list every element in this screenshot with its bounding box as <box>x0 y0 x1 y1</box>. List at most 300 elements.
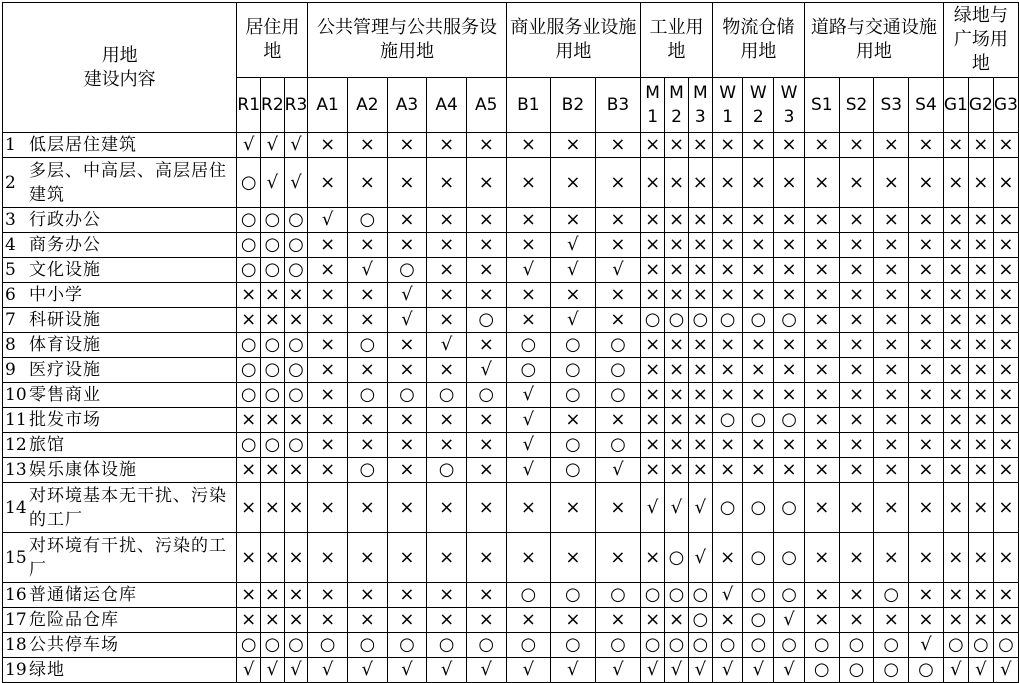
compatibility-mark: × <box>261 483 285 533</box>
row-content-name: 批发市场 <box>29 410 101 430</box>
compatibility-mark: √ <box>284 658 308 683</box>
land-code-header: B1 <box>506 78 551 133</box>
compatibility-mark: × <box>968 483 993 533</box>
compatibility-mark: × <box>839 608 874 633</box>
compatibility-mark: × <box>839 308 874 333</box>
compatibility-mark: × <box>427 208 467 233</box>
compatibility-mark: × <box>466 533 506 583</box>
compatibility-mark: × <box>909 308 944 333</box>
compatibility-mark: √ <box>466 358 506 383</box>
row-label-cell <box>3 233 237 258</box>
compatibility-mark: × <box>308 408 348 433</box>
compatibility-mark: × <box>968 358 993 383</box>
compatibility-mark: ○ <box>237 233 261 258</box>
compatibility-mark: ○ <box>595 358 641 383</box>
compatibility-mark: × <box>641 208 665 233</box>
compatibility-mark: √ <box>427 658 467 683</box>
compatibility-mark: √ <box>551 658 596 683</box>
compatibility-mark: × <box>237 408 261 433</box>
compatibility-mark: × <box>261 533 285 583</box>
compatibility-mark: ○ <box>595 633 641 658</box>
land-code-header: G3 <box>993 78 1018 133</box>
compatibility-mark: × <box>943 133 968 158</box>
compatibility-mark: × <box>839 533 874 583</box>
compatibility-mark: × <box>839 233 874 258</box>
compatibility-mark: × <box>712 433 743 458</box>
compatibility-mark: × <box>839 458 874 483</box>
row-label-cell <box>3 483 237 533</box>
row-content-name: 公共停车场 <box>29 635 119 655</box>
land-code-header: A1 <box>308 78 348 133</box>
compatibility-mark: ○ <box>839 633 874 658</box>
compatibility-mark: × <box>712 333 743 358</box>
compatibility-mark: × <box>387 458 427 483</box>
compatibility-mark: ○ <box>774 583 805 608</box>
compatibility-mark: × <box>506 133 551 158</box>
compatibility-mark: ○ <box>665 583 689 608</box>
compatibility-mark: × <box>968 208 993 233</box>
compatibility-mark: × <box>968 458 993 483</box>
compatibility-mark: × <box>595 158 641 208</box>
compatibility-mark: ○ <box>968 633 993 658</box>
compatibility-mark: × <box>993 233 1018 258</box>
compatibility-mark: × <box>874 358 909 383</box>
table-row <box>3 533 1019 583</box>
compatibility-mark: √ <box>466 658 506 683</box>
compatibility-mark: √ <box>506 383 551 408</box>
row-number: 17 <box>5 610 27 630</box>
table-row <box>3 233 1019 258</box>
compatibility-mark: √ <box>968 658 993 683</box>
compatibility-mark: √ <box>506 658 551 683</box>
compatibility-mark: ○ <box>506 358 551 383</box>
compatibility-mark: √ <box>237 658 261 683</box>
compatibility-mark: × <box>804 533 839 583</box>
compatibility-mark: × <box>688 133 712 158</box>
compatibility-mark: √ <box>665 658 689 683</box>
compatibility-mark: × <box>641 133 665 158</box>
land-use-compatibility-table <box>2 2 1019 683</box>
group-header: 公共管理与公共服务设施用地 <box>308 3 506 78</box>
compatibility-mark: × <box>909 158 944 208</box>
compatibility-mark: √ <box>261 133 285 158</box>
compatibility-mark: × <box>427 358 467 383</box>
compatibility-mark: × <box>284 533 308 583</box>
compatibility-mark: × <box>466 333 506 358</box>
row-number: 1 <box>5 135 16 155</box>
compatibility-mark: ○ <box>743 633 774 658</box>
compatibility-mark: √ <box>387 308 427 333</box>
row-label-cell <box>3 533 237 583</box>
compatibility-mark: ○ <box>347 333 387 358</box>
compatibility-mark: × <box>387 233 427 258</box>
compatibility-mark: √ <box>688 483 712 533</box>
compatibility-mark: × <box>261 408 285 433</box>
land-code-header: S2 <box>839 78 874 133</box>
row-content-name: 行政办公 <box>29 210 101 230</box>
compatibility-mark: ○ <box>943 633 968 658</box>
compatibility-mark: √ <box>308 658 348 683</box>
compatibility-mark: √ <box>387 658 427 683</box>
compatibility-mark: × <box>427 233 467 258</box>
compatibility-mark: × <box>261 608 285 633</box>
compatibility-mark: × <box>466 408 506 433</box>
row-label-cell <box>3 133 237 158</box>
land-code-header: R3 <box>284 78 308 133</box>
compatibility-mark: × <box>506 608 551 633</box>
compatibility-mark: × <box>943 458 968 483</box>
compatibility-mark: × <box>774 383 805 408</box>
compatibility-mark: ○ <box>261 383 285 408</box>
compatibility-mark: × <box>237 308 261 333</box>
compatibility-mark: ○ <box>466 383 506 408</box>
compatibility-mark: ○ <box>284 358 308 383</box>
row-number: 18 <box>5 635 27 655</box>
compatibility-mark: × <box>237 533 261 583</box>
compatibility-mark: × <box>909 433 944 458</box>
compatibility-mark: × <box>993 258 1018 283</box>
table-row <box>3 358 1019 383</box>
compatibility-mark: × <box>688 433 712 458</box>
compatibility-mark: × <box>943 258 968 283</box>
compatibility-mark: √ <box>427 333 467 358</box>
compatibility-mark: √ <box>665 483 689 533</box>
compatibility-mark: × <box>427 533 467 583</box>
table-row <box>3 433 1019 458</box>
table-row <box>3 333 1019 358</box>
compatibility-mark: √ <box>595 658 641 683</box>
compatibility-mark: ○ <box>427 458 467 483</box>
compatibility-mark: × <box>387 158 427 208</box>
land-code-header: G1 <box>943 78 968 133</box>
land-code-header: S4 <box>909 78 944 133</box>
row-content-name: 商务办公 <box>29 235 101 255</box>
compatibility-mark: × <box>712 533 743 583</box>
compatibility-mark: × <box>284 583 308 608</box>
compatibility-mark: × <box>506 233 551 258</box>
table-row <box>3 133 1019 158</box>
compatibility-mark: × <box>308 308 348 333</box>
compatibility-mark: × <box>909 458 944 483</box>
compatibility-mark: × <box>308 158 348 208</box>
compatibility-mark: × <box>968 258 993 283</box>
compatibility-mark: × <box>688 458 712 483</box>
compatibility-mark: × <box>804 208 839 233</box>
compatibility-mark: × <box>595 133 641 158</box>
compatibility-mark: × <box>665 233 689 258</box>
compatibility-mark: × <box>874 258 909 283</box>
compatibility-mark: × <box>284 458 308 483</box>
land-code-header: B3 <box>595 78 641 133</box>
compatibility-mark: × <box>595 608 641 633</box>
compatibility-mark: × <box>308 358 348 383</box>
compatibility-mark: × <box>943 483 968 533</box>
compatibility-mark: × <box>968 233 993 258</box>
compatibility-mark: ○ <box>284 433 308 458</box>
compatibility-mark: × <box>874 308 909 333</box>
compatibility-mark: × <box>308 483 348 533</box>
compatibility-mark: ○ <box>284 333 308 358</box>
compatibility-mark: × <box>688 358 712 383</box>
compatibility-mark: × <box>551 133 596 158</box>
compatibility-mark: ○ <box>551 383 596 408</box>
compatibility-mark: × <box>712 258 743 283</box>
compatibility-mark: × <box>712 133 743 158</box>
compatibility-mark: ○ <box>665 308 689 333</box>
row-content-name: 文化设施 <box>29 260 101 280</box>
compatibility-mark: × <box>347 308 387 333</box>
compatibility-mark: × <box>804 408 839 433</box>
compatibility-mark: ○ <box>284 208 308 233</box>
land-code-header: W 1 <box>712 78 743 133</box>
compatibility-mark: × <box>641 383 665 408</box>
land-code-header: W 2 <box>743 78 774 133</box>
compatibility-mark: × <box>909 608 944 633</box>
table-row <box>3 158 1019 208</box>
compatibility-mark: × <box>308 583 348 608</box>
compatibility-mark: ○ <box>347 208 387 233</box>
compatibility-mark: × <box>641 408 665 433</box>
compatibility-mark: × <box>743 383 774 408</box>
row-content-name: 科研设施 <box>29 310 101 330</box>
compatibility-mark: × <box>641 283 665 308</box>
row-number: 13 <box>5 460 27 480</box>
compatibility-mark: × <box>595 308 641 333</box>
compatibility-mark: × <box>943 583 968 608</box>
row-content-name: 多层、中高层、高层居住建筑 <box>29 160 227 205</box>
compatibility-mark: ○ <box>641 308 665 333</box>
compatibility-mark: × <box>506 308 551 333</box>
compatibility-mark: × <box>712 233 743 258</box>
compatibility-mark: × <box>909 583 944 608</box>
compatibility-mark: × <box>909 133 944 158</box>
compatibility-mark: √ <box>506 258 551 283</box>
compatibility-mark: × <box>688 208 712 233</box>
compatibility-mark: ○ <box>743 308 774 333</box>
table-row <box>3 658 1019 683</box>
compatibility-mark: × <box>466 433 506 458</box>
compatibility-mark: × <box>874 433 909 458</box>
compatibility-mark: ○ <box>387 633 427 658</box>
compatibility-mark: √ <box>688 533 712 583</box>
compatibility-mark: × <box>387 208 427 233</box>
compatibility-mark: × <box>387 333 427 358</box>
table-row <box>3 483 1019 533</box>
compatibility-mark: × <box>839 583 874 608</box>
compatibility-mark: × <box>551 533 596 583</box>
compatibility-mark: × <box>774 158 805 208</box>
compatibility-mark: × <box>387 358 427 383</box>
compatibility-mark: ○ <box>427 633 467 658</box>
group-header: 绿地与广场用地 <box>943 3 1018 78</box>
compatibility-mark: × <box>284 608 308 633</box>
compatibility-mark: × <box>466 208 506 233</box>
row-content-name: 低层居住建筑 <box>29 135 137 155</box>
compatibility-mark: ○ <box>261 433 285 458</box>
compatibility-mark: × <box>712 383 743 408</box>
land-code-header: A4 <box>427 78 467 133</box>
compatibility-mark: √ <box>743 658 774 683</box>
compatibility-mark: × <box>641 608 665 633</box>
compatibility-mark: × <box>804 158 839 208</box>
row-content-name: 零售商业 <box>29 385 101 405</box>
compatibility-mark: ○ <box>551 458 596 483</box>
compatibility-mark: × <box>993 308 1018 333</box>
row-number: 3 <box>5 210 16 230</box>
compatibility-mark: √ <box>641 483 665 533</box>
compatibility-mark: × <box>712 283 743 308</box>
compatibility-mark: × <box>774 458 805 483</box>
compatibility-mark: × <box>641 233 665 258</box>
compatibility-mark: × <box>641 358 665 383</box>
compatibility-mark: × <box>387 433 427 458</box>
compatibility-mark: × <box>909 408 944 433</box>
compatibility-mark: × <box>743 458 774 483</box>
compatibility-mark: ○ <box>595 433 641 458</box>
row-number: 15 <box>5 547 27 568</box>
compatibility-mark: × <box>909 208 944 233</box>
compatibility-mark: ○ <box>237 633 261 658</box>
compatibility-mark: × <box>427 408 467 433</box>
compatibility-mark: ○ <box>641 633 665 658</box>
compatibility-mark: ○ <box>261 233 285 258</box>
group-header: 工业用地 <box>641 3 713 78</box>
compatibility-mark: √ <box>347 258 387 283</box>
compatibility-mark: ○ <box>237 383 261 408</box>
row-number: 7 <box>5 310 16 330</box>
compatibility-mark: √ <box>284 133 308 158</box>
compatibility-mark: √ <box>308 208 348 233</box>
compatibility-mark: × <box>804 333 839 358</box>
compatibility-mark: × <box>943 608 968 633</box>
compatibility-mark: ○ <box>551 633 596 658</box>
compatibility-mark: ○ <box>284 633 308 658</box>
compatibility-mark: × <box>641 458 665 483</box>
compatibility-mark: ○ <box>506 583 551 608</box>
compatibility-mark: × <box>993 608 1018 633</box>
row-label-cell <box>3 258 237 283</box>
row-label-cell <box>3 433 237 458</box>
compatibility-mark: × <box>237 458 261 483</box>
compatibility-mark: × <box>308 133 348 158</box>
compatibility-mark: ○ <box>466 308 506 333</box>
compatibility-mark: × <box>387 133 427 158</box>
row-label-cell <box>3 333 237 358</box>
compatibility-mark: × <box>237 283 261 308</box>
compatibility-mark: × <box>641 333 665 358</box>
compatibility-mark: × <box>804 433 839 458</box>
compatibility-mark: ○ <box>387 258 427 283</box>
compatibility-mark: × <box>347 233 387 258</box>
compatibility-mark: ○ <box>347 458 387 483</box>
row-label-cell <box>3 158 237 208</box>
compatibility-mark: × <box>743 283 774 308</box>
compatibility-mark: × <box>387 408 427 433</box>
compatibility-mark: ○ <box>688 583 712 608</box>
row-number: 19 <box>5 660 27 680</box>
compatibility-mark: × <box>237 483 261 533</box>
compatibility-mark: × <box>427 583 467 608</box>
compatibility-mark: × <box>688 258 712 283</box>
row-content-name: 体育设施 <box>29 335 101 355</box>
compatibility-mark: × <box>943 358 968 383</box>
compatibility-mark: × <box>943 533 968 583</box>
compatibility-mark: × <box>665 258 689 283</box>
corner-land-label: 用地 <box>101 44 138 66</box>
compatibility-mark: × <box>347 483 387 533</box>
compatibility-mark: × <box>551 158 596 208</box>
compatibility-mark: ○ <box>551 333 596 358</box>
compatibility-mark: × <box>839 333 874 358</box>
table-row <box>3 308 1019 333</box>
compatibility-mark: × <box>466 483 506 533</box>
compatibility-mark: × <box>551 608 596 633</box>
compatibility-mark: × <box>466 233 506 258</box>
compatibility-mark: × <box>804 383 839 408</box>
compatibility-mark: × <box>595 283 641 308</box>
compatibility-mark: √ <box>506 433 551 458</box>
compatibility-mark: × <box>551 408 596 433</box>
compatibility-mark: × <box>804 483 839 533</box>
compatibility-mark: × <box>427 283 467 308</box>
compatibility-mark: × <box>261 458 285 483</box>
compatibility-mark: × <box>284 308 308 333</box>
compatibility-mark: × <box>874 333 909 358</box>
compatibility-mark: ○ <box>427 383 467 408</box>
compatibility-mark: × <box>284 483 308 533</box>
compatibility-mark: ○ <box>308 633 348 658</box>
land-code-header: A2 <box>347 78 387 133</box>
compatibility-mark: ○ <box>387 383 427 408</box>
compatibility-mark: × <box>347 158 387 208</box>
compatibility-mark: × <box>968 133 993 158</box>
compatibility-mark: ○ <box>347 383 387 408</box>
compatibility-mark: × <box>347 408 387 433</box>
compatibility-mark: ○ <box>743 408 774 433</box>
compatibility-mark: × <box>347 283 387 308</box>
compatibility-mark: × <box>993 483 1018 533</box>
compatibility-mark: × <box>743 333 774 358</box>
row-content-name: 娱乐康体设施 <box>29 460 137 480</box>
compatibility-mark: × <box>308 533 348 583</box>
compatibility-mark: ○ <box>774 408 805 433</box>
compatibility-mark: √ <box>688 658 712 683</box>
compatibility-mark: ○ <box>909 658 944 683</box>
compatibility-mark: ○ <box>743 533 774 583</box>
compatibility-mark: × <box>993 408 1018 433</box>
compatibility-mark: × <box>237 583 261 608</box>
compatibility-mark: × <box>804 283 839 308</box>
compatibility-mark: × <box>347 533 387 583</box>
compatibility-mark: ○ <box>261 333 285 358</box>
compatibility-mark: × <box>874 483 909 533</box>
compatibility-mark: × <box>968 433 993 458</box>
table-row <box>3 258 1019 283</box>
compatibility-mark: × <box>506 283 551 308</box>
compatibility-mark: × <box>308 458 348 483</box>
land-code-header: B2 <box>551 78 596 133</box>
compatibility-mark: × <box>839 158 874 208</box>
compatibility-mark: × <box>993 158 1018 208</box>
compatibility-mark: ○ <box>506 333 551 358</box>
compatibility-mark: ○ <box>774 483 805 533</box>
compatibility-mark: ○ <box>261 633 285 658</box>
compatibility-mark: × <box>804 233 839 258</box>
compatibility-mark: × <box>839 483 874 533</box>
compatibility-mark: ○ <box>688 608 712 633</box>
land-code-header: S1 <box>804 78 839 133</box>
compatibility-mark: × <box>347 133 387 158</box>
